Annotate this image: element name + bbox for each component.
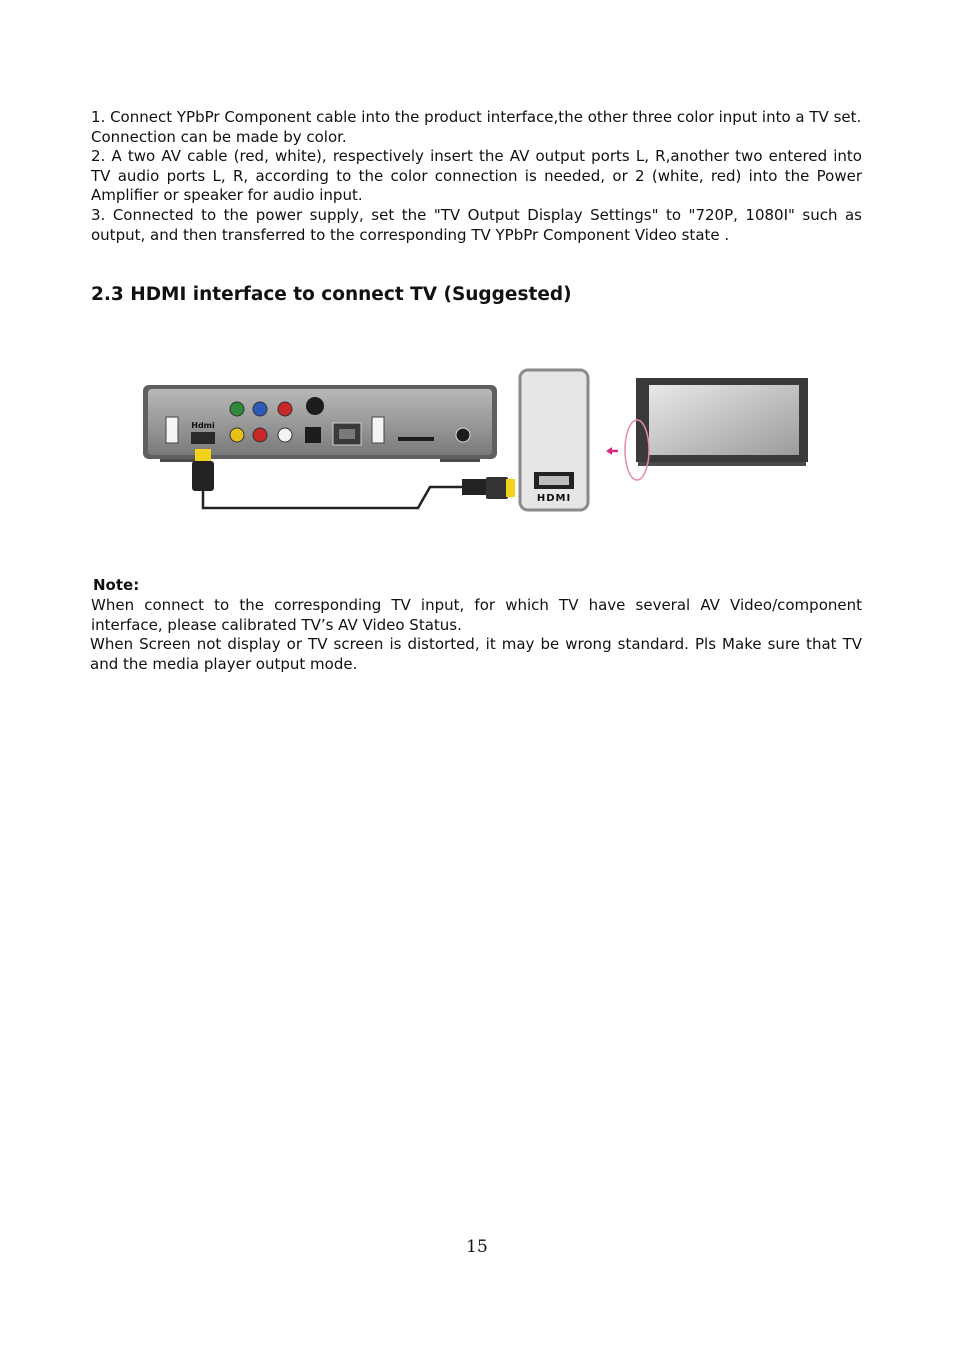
usb-port-icon (166, 417, 178, 443)
jack-white-audio-icon (278, 428, 292, 442)
direction-arrow-icon (606, 447, 618, 455)
television (625, 378, 808, 480)
note-label: Note: (93, 576, 140, 594)
note-paragraph-2: When Screen not display or TV screen is distorted, it may be wrong standard. Pls Make sure that TV and the media player output mode. (90, 635, 862, 673)
hdmi-port-icon (191, 432, 215, 444)
optical-port-icon (305, 427, 321, 443)
jack-green-icon (230, 402, 244, 416)
sd-card-slot-icon (398, 437, 434, 441)
jack-yellow-icon (230, 428, 244, 442)
instruction-paragraph-2: 2. A two AV cable (red, white), respectively insert the AV output ports L, R,another two entered into TV audio ports L, R, according to the color connection is needed, or 2 (white, red) into the Power Amplifier or speaker for audio input. (91, 147, 862, 205)
instruction-paragraph-3: 3. Connected to the power supply, set the "TV Output Display Settings" to "720P, 1080I" such as output, and then transferred to the corresponding TV YPbPr Component Video state . (91, 206, 862, 244)
jack-red-icon (278, 402, 292, 416)
note-paragraph-1: When connect to the corresponding TV input, for which TV have several AV Video/component interface, please calibrated TV’s AV Video Status. (91, 596, 862, 634)
section-heading: 2.3 HDMI interface to connect TV (Suggested) (91, 284, 572, 305)
instruction-paragraph-1: 1. Connect YPbPr Component cable into the product interface,the other three color input into a TV set. Connection can be made by color. (91, 108, 862, 146)
jack-blue-icon (253, 402, 267, 416)
jack-red-audio-icon (253, 428, 267, 442)
tv-hdmi-port-panel (520, 370, 588, 510)
hdmi-connection-figure (140, 365, 820, 520)
svideo-port-icon (306, 397, 324, 415)
hdmi-panel-label: HDMI (536, 493, 572, 504)
usb-port-2-icon (372, 417, 384, 443)
device-hdmi-label: Hdmi (191, 421, 215, 430)
power-port-icon (456, 428, 470, 442)
page-number: 15 (466, 1237, 488, 1257)
